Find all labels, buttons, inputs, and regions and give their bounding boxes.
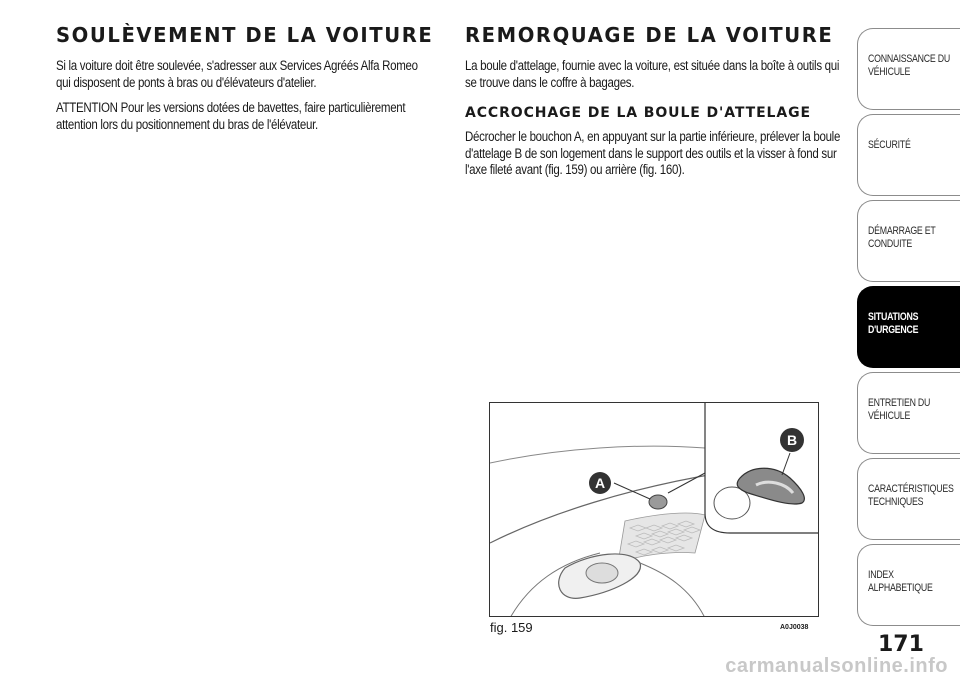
tab-label: SITUATIONS D'URGENCE bbox=[868, 311, 919, 336]
tab-label: CONNAISSANCE DU VÉHICULE bbox=[868, 53, 950, 78]
tab-caracteristiques[interactable] bbox=[857, 458, 960, 540]
figure-159 bbox=[489, 402, 819, 617]
left-column bbox=[56, 22, 434, 142]
tab-label: SÉCURITÉ bbox=[868, 139, 911, 151]
lifting-paragraph-1: Si la voiture doit être soulevée, s'adresser aux Services Agréés Alfa Romeo qui disposent de ponts à bras ou d'élévateurs d'atelier. bbox=[56, 58, 418, 90]
cap-icon bbox=[649, 495, 667, 509]
tab-demarrage[interactable] bbox=[857, 200, 960, 282]
tab-label: INDEX ALPHABETIQUE bbox=[868, 569, 933, 594]
tab-entretien[interactable] bbox=[857, 372, 960, 454]
callout-b bbox=[780, 428, 804, 452]
tab-label: CARACTÉRISTIQUES TECHNIQUES bbox=[868, 483, 954, 508]
right-column bbox=[465, 22, 850, 188]
subsection-title-hitch: ACCROCHAGE DE LA BOULE D'ATTELAGE bbox=[465, 105, 811, 121]
figure-caption: fig. 159 bbox=[490, 620, 533, 635]
towing-intro: La boule d'attelage, fournie avec la voiture, est située dans la boîte à outils qui se trouve dans le coffre à bagages. bbox=[465, 58, 840, 90]
tow-hook-illustration bbox=[490, 403, 819, 617]
hitch-paragraph: Décrocher le bouchon A, en appuyant sur la partie inférieure, prélever la boule d'attelage B de son logement dans le support des outils et la visser à fond sur l'axe fileté avant (fig. 159) ou arrière (fig. 160). bbox=[465, 129, 841, 177]
lifting-paragraph-2: ATTENTION Pour les versions dotées de bavettes, faire particulièrement attention lors du positionnement du bras de l'élévateur. bbox=[56, 100, 406, 132]
section-title-lifting: SOULÈVEMENT DE LA VOITURE bbox=[56, 23, 434, 47]
tab-label: ENTRETIEN DU VÉHICULE bbox=[868, 397, 931, 422]
figure-code: A0J0038 bbox=[780, 624, 809, 631]
tab-situations-urgence[interactable] bbox=[857, 286, 960, 368]
page-number: 171 bbox=[878, 632, 924, 657]
fog-light-icon bbox=[559, 554, 705, 617]
tab-index[interactable] bbox=[857, 544, 960, 626]
section-title-towing: REMORQUAGE DE LA VOITURE bbox=[465, 23, 834, 47]
callout-a bbox=[589, 472, 611, 494]
chapter-tabs bbox=[857, 28, 960, 630]
tab-connaissance[interactable] bbox=[857, 28, 960, 110]
tab-securite[interactable] bbox=[857, 114, 960, 196]
tab-label: DÉMARRAGE ET CONDUITE bbox=[868, 225, 936, 250]
callout-a-label: A bbox=[594, 475, 606, 491]
callout-b-label: B bbox=[786, 432, 798, 448]
grille-icon bbox=[618, 513, 705, 563]
watermark: carmanualsonline.info bbox=[725, 655, 948, 677]
